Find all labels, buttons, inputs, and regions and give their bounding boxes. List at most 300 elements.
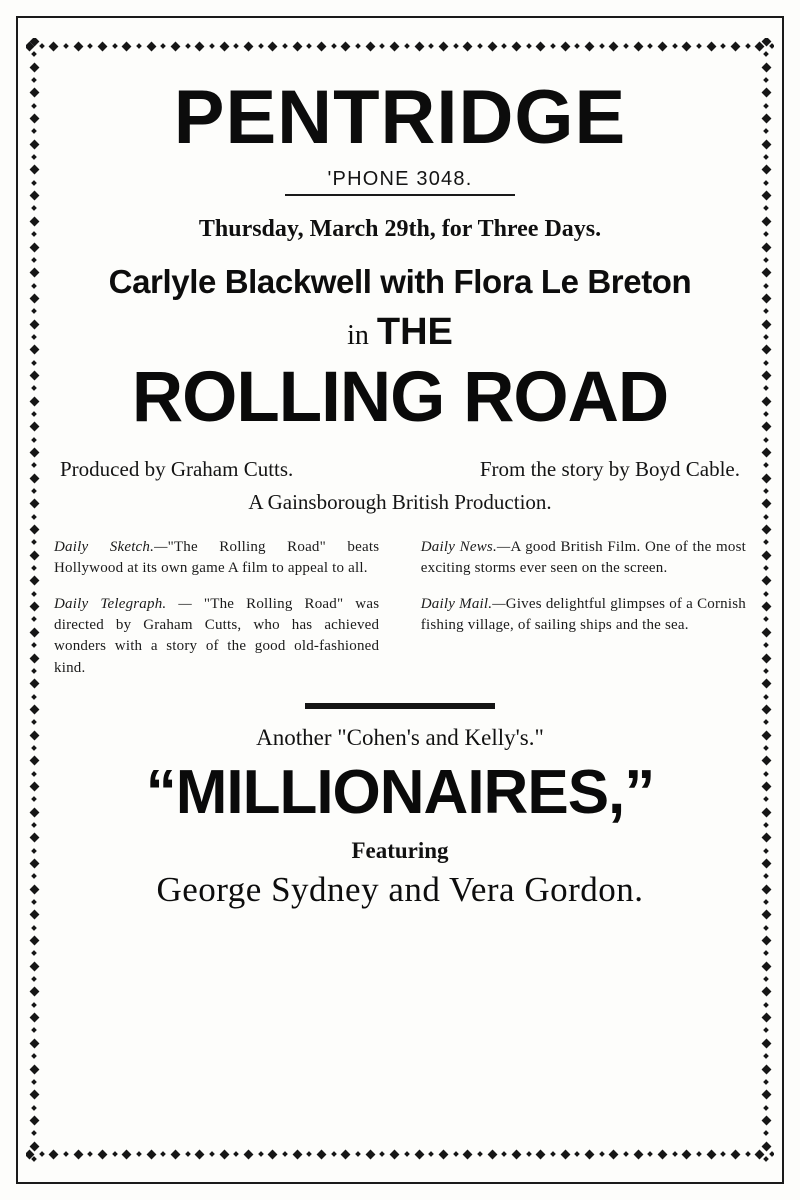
border-diamond-icon bbox=[29, 884, 39, 894]
border-diamond-icon bbox=[31, 668, 37, 674]
border-diamond-icon bbox=[29, 242, 39, 252]
border-diamond-icon bbox=[136, 1151, 142, 1157]
border-diamond-icon bbox=[453, 43, 459, 49]
border-diamond-icon bbox=[763, 514, 769, 520]
border-diamond-icon bbox=[761, 653, 771, 663]
border-diamond-icon bbox=[404, 1151, 410, 1157]
border-diamond-icon bbox=[763, 822, 769, 828]
another-feature-line: Another "Cohen's and Kelly's." bbox=[256, 724, 544, 750]
border-diamond-icon bbox=[463, 41, 473, 51]
border-diamond-icon bbox=[29, 1013, 39, 1023]
story-credit: From the story by Boyd Cable. bbox=[479, 457, 740, 482]
phone-block bbox=[285, 168, 515, 196]
border-diamond-icon bbox=[185, 43, 191, 49]
border-diamond-icon bbox=[365, 1149, 375, 1159]
border-diamond-icon bbox=[761, 627, 771, 637]
border-diamond-icon bbox=[763, 257, 769, 263]
border-diamond-icon bbox=[584, 1149, 594, 1159]
border-diamond-icon bbox=[31, 771, 37, 777]
border-diamond-icon bbox=[63, 43, 69, 49]
border-diamond-icon bbox=[29, 191, 39, 201]
border-diamond-icon bbox=[49, 41, 59, 51]
border-diamond-icon bbox=[98, 1149, 108, 1159]
border-diamond-icon bbox=[763, 308, 769, 314]
border-diamond-icon bbox=[763, 385, 769, 391]
border-diamond-icon bbox=[761, 88, 771, 98]
border-diamond-icon bbox=[31, 257, 37, 263]
border-diamond-icon bbox=[29, 448, 39, 458]
border-diamond-icon bbox=[599, 43, 605, 49]
border-diamond-icon bbox=[355, 43, 361, 49]
decorative-border-top bbox=[26, 38, 774, 54]
border-diamond-icon bbox=[307, 43, 313, 49]
border-diamond-icon bbox=[761, 165, 771, 175]
border-diamond-icon bbox=[29, 88, 39, 98]
in-word: in bbox=[347, 320, 369, 352]
border-diamond-icon bbox=[633, 41, 643, 51]
border-diamond-icon bbox=[763, 283, 769, 289]
featuring-label: Featuring bbox=[351, 837, 449, 863]
border-diamond-icon bbox=[29, 961, 39, 971]
border-diamond-icon bbox=[763, 642, 769, 648]
border-diamond-icon bbox=[31, 1053, 37, 1059]
border-diamond-icon bbox=[146, 41, 156, 51]
border-diamond-icon bbox=[745, 43, 751, 49]
border-diamond-icon bbox=[31, 642, 37, 648]
border-diamond-icon bbox=[341, 1149, 351, 1159]
press-reviews bbox=[54, 537, 746, 693]
phone-underline bbox=[285, 194, 515, 196]
border-diamond-icon bbox=[745, 1151, 751, 1157]
border-diamond-icon bbox=[706, 1149, 716, 1159]
border-diamond-icon bbox=[609, 41, 619, 51]
review-item bbox=[54, 537, 379, 580]
border-diamond-icon bbox=[365, 41, 375, 51]
border-diamond-icon bbox=[317, 1149, 327, 1159]
border-diamond-icon bbox=[501, 43, 507, 49]
production-company: A Gainsborough British Production. bbox=[248, 490, 552, 515]
border-diamond-icon bbox=[331, 43, 337, 49]
border-diamond-icon bbox=[31, 437, 37, 443]
border-diamond-icon bbox=[623, 1151, 629, 1157]
border-diamond-icon bbox=[428, 1151, 434, 1157]
border-diamond-icon bbox=[584, 41, 594, 51]
border-diamond-icon bbox=[761, 910, 771, 920]
border-diamond-icon bbox=[29, 422, 39, 432]
border-diamond-icon bbox=[29, 653, 39, 663]
border-diamond-icon bbox=[574, 1151, 580, 1157]
border-diamond-icon bbox=[31, 848, 37, 854]
border-diamond-icon bbox=[146, 1149, 156, 1159]
border-diamond-icon bbox=[761, 704, 771, 714]
border-diamond-icon bbox=[761, 396, 771, 406]
decorative-border-left bbox=[26, 38, 42, 1162]
border-diamond-icon bbox=[763, 77, 769, 83]
border-diamond-icon bbox=[404, 43, 410, 49]
border-diamond-icon bbox=[763, 231, 769, 237]
border-diamond-icon bbox=[657, 1149, 667, 1159]
border-diamond-icon bbox=[761, 679, 771, 689]
border-diamond-icon bbox=[29, 114, 39, 124]
border-diamond-icon bbox=[244, 41, 254, 51]
border-diamond-icon bbox=[73, 1149, 83, 1159]
border-diamond-icon bbox=[731, 1149, 741, 1159]
border-diamond-icon bbox=[29, 576, 39, 586]
border-diamond-icon bbox=[453, 1151, 459, 1157]
border-diamond-icon bbox=[219, 1149, 229, 1159]
border-diamond-icon bbox=[31, 77, 37, 83]
border-diamond-icon bbox=[317, 41, 327, 51]
border-diamond-icon bbox=[390, 1149, 400, 1159]
border-diamond-icon bbox=[763, 334, 769, 340]
border-diamond-icon bbox=[31, 360, 37, 366]
border-diamond-icon bbox=[171, 1149, 181, 1159]
border-diamond-icon bbox=[763, 1156, 769, 1162]
border-diamond-icon bbox=[763, 1079, 769, 1085]
border-diamond-icon bbox=[761, 961, 771, 971]
border-diamond-icon bbox=[763, 771, 769, 777]
border-diamond-icon bbox=[763, 796, 769, 802]
border-diamond-icon bbox=[31, 874, 37, 880]
border-diamond-icon bbox=[29, 1115, 39, 1125]
border-diamond-icon bbox=[761, 550, 771, 560]
border-diamond-icon bbox=[763, 925, 769, 931]
border-diamond-icon bbox=[763, 180, 769, 186]
border-diamond-icon bbox=[763, 463, 769, 469]
border-diamond-icon bbox=[29, 499, 39, 509]
border-diamond-icon bbox=[268, 41, 278, 51]
border-diamond-icon bbox=[29, 370, 39, 380]
border-diamond-icon bbox=[29, 1064, 39, 1074]
border-diamond-icon bbox=[49, 1149, 59, 1159]
border-diamond-icon bbox=[112, 43, 118, 49]
border-diamond-icon bbox=[195, 1149, 205, 1159]
border-diamond-icon bbox=[761, 1141, 771, 1151]
border-diamond-icon bbox=[31, 694, 37, 700]
border-diamond-icon bbox=[234, 1151, 240, 1157]
border-diamond-icon bbox=[763, 206, 769, 212]
border-diamond-icon bbox=[763, 52, 769, 58]
border-diamond-icon bbox=[161, 43, 167, 49]
border-diamond-icon bbox=[696, 1151, 702, 1157]
border-diamond-icon bbox=[763, 719, 769, 725]
border-diamond-icon bbox=[29, 781, 39, 791]
border-diamond-icon bbox=[185, 1151, 191, 1157]
border-diamond-icon bbox=[31, 951, 37, 957]
border-diamond-icon bbox=[31, 796, 37, 802]
border-diamond-icon bbox=[672, 43, 678, 49]
border-diamond-icon bbox=[122, 41, 132, 51]
border-diamond-icon bbox=[219, 41, 229, 51]
border-diamond-icon bbox=[29, 807, 39, 817]
border-diamond-icon bbox=[763, 103, 769, 109]
border-diamond-icon bbox=[414, 41, 424, 51]
border-diamond-icon bbox=[536, 1149, 546, 1159]
section-divider bbox=[305, 703, 495, 709]
border-diamond-icon bbox=[31, 745, 37, 751]
border-diamond-icon bbox=[761, 268, 771, 278]
border-diamond-icon bbox=[623, 43, 629, 49]
border-diamond-icon bbox=[763, 154, 769, 160]
border-diamond-icon bbox=[414, 1149, 424, 1159]
credits-row bbox=[54, 457, 746, 482]
border-diamond-icon bbox=[31, 822, 37, 828]
border-diamond-icon bbox=[29, 1038, 39, 1048]
border-diamond-icon bbox=[761, 293, 771, 303]
border-diamond-icon bbox=[29, 1090, 39, 1100]
border-diamond-icon bbox=[31, 1130, 37, 1136]
border-diamond-icon bbox=[763, 668, 769, 674]
border-diamond-icon bbox=[282, 43, 288, 49]
border-diamond-icon bbox=[31, 334, 37, 340]
border-diamond-icon bbox=[234, 43, 240, 49]
review-text: "The Rolling Road" was directed by Graham Cutts, who has achieved wonders with a story of the good old-fashioned kind. bbox=[54, 595, 380, 676]
border-diamond-icon bbox=[761, 114, 771, 124]
border-diamond-icon bbox=[761, 807, 771, 817]
border-diamond-icon bbox=[31, 565, 37, 571]
border-diamond-icon bbox=[682, 41, 692, 51]
border-diamond-icon bbox=[763, 1028, 769, 1034]
border-diamond-icon bbox=[560, 1149, 570, 1159]
border-diamond-icon bbox=[720, 43, 726, 49]
border-diamond-icon bbox=[763, 360, 769, 366]
border-diamond-icon bbox=[112, 1151, 118, 1157]
border-diamond-icon bbox=[761, 1115, 771, 1125]
border-diamond-icon bbox=[88, 43, 94, 49]
border-diamond-icon bbox=[31, 411, 37, 417]
border-diamond-icon bbox=[761, 576, 771, 586]
border-diamond-icon bbox=[73, 41, 83, 51]
showing-dates: Thursday, March 29th, for Three Days. bbox=[198, 216, 602, 243]
border-diamond-icon bbox=[763, 437, 769, 443]
border-diamond-icon bbox=[31, 899, 37, 905]
border-diamond-icon bbox=[761, 756, 771, 766]
border-diamond-icon bbox=[29, 139, 39, 149]
border-diamond-icon bbox=[763, 874, 769, 880]
border-diamond-icon bbox=[195, 41, 205, 51]
border-diamond-icon bbox=[477, 43, 483, 49]
border-diamond-icon bbox=[29, 345, 39, 355]
review-item bbox=[421, 594, 746, 637]
review-item bbox=[54, 594, 379, 679]
border-diamond-icon bbox=[31, 103, 37, 109]
decorative-border-right bbox=[758, 38, 774, 1162]
border-diamond-icon bbox=[696, 43, 702, 49]
border-diamond-icon bbox=[31, 129, 37, 135]
starring-line: Carlyle Blackwell with Flora Le Breton bbox=[108, 263, 692, 301]
border-diamond-icon bbox=[574, 43, 580, 49]
border-diamond-icon bbox=[98, 41, 108, 51]
border-diamond-icon bbox=[657, 41, 667, 51]
border-diamond-icon bbox=[29, 756, 39, 766]
border-diamond-icon bbox=[763, 565, 769, 571]
border-diamond-icon bbox=[31, 385, 37, 391]
border-diamond-icon bbox=[29, 704, 39, 714]
border-diamond-icon bbox=[763, 848, 769, 854]
border-diamond-icon bbox=[761, 216, 771, 226]
border-diamond-icon bbox=[761, 139, 771, 149]
border-diamond-icon bbox=[720, 1151, 726, 1157]
border-diamond-icon bbox=[463, 1149, 473, 1159]
border-diamond-icon bbox=[761, 319, 771, 329]
cinema-name: PENTRIDGE bbox=[173, 75, 627, 160]
border-diamond-icon bbox=[763, 129, 769, 135]
border-diamond-icon bbox=[29, 473, 39, 483]
border-diamond-icon bbox=[31, 283, 37, 289]
border-diamond-icon bbox=[763, 540, 769, 546]
border-diamond-icon bbox=[763, 951, 769, 957]
border-diamond-icon bbox=[29, 216, 39, 226]
review-source: Daily Mail.— bbox=[420, 595, 506, 612]
review-text: Gives delightful glimpses of a Cornish fishing village, of sailing ships and the sea. bbox=[420, 595, 746, 634]
ad-content bbox=[54, 62, 746, 1138]
border-diamond-icon bbox=[29, 62, 39, 72]
border-diamond-icon bbox=[763, 694, 769, 700]
border-diamond-icon bbox=[29, 165, 39, 175]
border-diamond-icon bbox=[761, 859, 771, 869]
border-diamond-icon bbox=[31, 180, 37, 186]
border-diamond-icon bbox=[763, 1130, 769, 1136]
border-diamond-icon bbox=[761, 936, 771, 946]
border-diamond-icon bbox=[438, 1149, 448, 1159]
border-diamond-icon bbox=[526, 43, 532, 49]
border-diamond-icon bbox=[761, 38, 771, 46]
border-diamond-icon bbox=[31, 488, 37, 494]
border-diamond-icon bbox=[341, 41, 351, 51]
border-diamond-icon bbox=[29, 319, 39, 329]
border-diamond-icon bbox=[258, 43, 264, 49]
border-diamond-icon bbox=[390, 41, 400, 51]
border-diamond-icon bbox=[536, 41, 546, 51]
border-diamond-icon bbox=[761, 1038, 771, 1048]
in-the-line bbox=[54, 311, 746, 354]
border-diamond-icon bbox=[763, 899, 769, 905]
border-diamond-icon bbox=[487, 41, 497, 51]
border-diamond-icon bbox=[209, 43, 215, 49]
border-diamond-icon bbox=[647, 43, 653, 49]
cast-line: George Sydney and Vera Gordon. bbox=[156, 869, 644, 909]
border-diamond-icon bbox=[633, 1149, 643, 1159]
border-diamond-icon bbox=[560, 41, 570, 51]
border-diamond-icon bbox=[761, 884, 771, 894]
border-diamond-icon bbox=[282, 1151, 288, 1157]
border-diamond-icon bbox=[380, 1151, 386, 1157]
border-diamond-icon bbox=[331, 1151, 337, 1157]
border-diamond-icon bbox=[609, 1149, 619, 1159]
border-diamond-icon bbox=[29, 910, 39, 920]
border-diamond-icon bbox=[31, 206, 37, 212]
border-diamond-icon bbox=[31, 1028, 37, 1034]
the-word: THE bbox=[376, 311, 453, 354]
border-diamond-icon bbox=[731, 41, 741, 51]
border-diamond-icon bbox=[31, 1156, 37, 1162]
review-source: Daily Sketch.— bbox=[54, 539, 168, 556]
border-diamond-icon bbox=[511, 41, 521, 51]
border-diamond-icon bbox=[761, 730, 771, 740]
border-diamond-icon bbox=[477, 1151, 483, 1157]
review-text: "The Rolling Road" beats Hollywood at its own game A film to appeal to all. bbox=[54, 539, 380, 577]
border-diamond-icon bbox=[761, 987, 771, 997]
phone-number: 'PHONE 3048. bbox=[327, 168, 473, 191]
border-diamond-icon bbox=[136, 43, 142, 49]
border-diamond-icon bbox=[761, 191, 771, 201]
review-column-left bbox=[54, 537, 379, 693]
film-title: ROLLING ROAD bbox=[131, 358, 669, 438]
border-diamond-icon bbox=[29, 550, 39, 560]
border-diamond-icon bbox=[63, 1151, 69, 1157]
border-diamond-icon bbox=[29, 627, 39, 637]
border-diamond-icon bbox=[682, 1149, 692, 1159]
border-diamond-icon bbox=[122, 1149, 132, 1159]
border-diamond-icon bbox=[761, 1013, 771, 1023]
border-diamond-icon bbox=[761, 62, 771, 72]
border-diamond-icon bbox=[599, 1151, 605, 1157]
border-diamond-icon bbox=[161, 1151, 167, 1157]
border-diamond-icon bbox=[380, 43, 386, 49]
border-diamond-icon bbox=[31, 154, 37, 160]
border-diamond-icon bbox=[706, 41, 716, 51]
border-diamond-icon bbox=[307, 1151, 313, 1157]
border-diamond-icon bbox=[29, 859, 39, 869]
border-diamond-icon bbox=[355, 1151, 361, 1157]
producer-credit: Produced by Graham Cutts. bbox=[60, 457, 294, 482]
border-diamond-icon bbox=[244, 1149, 254, 1159]
border-diamond-icon bbox=[29, 1141, 39, 1151]
border-diamond-icon bbox=[761, 473, 771, 483]
border-diamond-icon bbox=[29, 602, 39, 612]
border-diamond-icon bbox=[761, 1090, 771, 1100]
border-diamond-icon bbox=[763, 976, 769, 982]
decorative-border-bottom bbox=[26, 1146, 774, 1162]
border-diamond-icon bbox=[258, 1151, 264, 1157]
border-diamond-icon bbox=[31, 52, 37, 58]
border-diamond-icon bbox=[268, 1149, 278, 1159]
border-diamond-icon bbox=[31, 976, 37, 982]
border-diamond-icon bbox=[761, 345, 771, 355]
border-diamond-icon bbox=[428, 43, 434, 49]
border-diamond-icon bbox=[761, 602, 771, 612]
border-diamond-icon bbox=[763, 1053, 769, 1059]
border-diamond-icon bbox=[31, 719, 37, 725]
border-diamond-icon bbox=[672, 1151, 678, 1157]
border-diamond-icon bbox=[761, 422, 771, 432]
border-diamond-icon bbox=[31, 925, 37, 931]
border-diamond-icon bbox=[29, 987, 39, 997]
border-diamond-icon bbox=[31, 540, 37, 546]
review-source: Daily Telegraph. — bbox=[54, 595, 204, 612]
border-diamond-icon bbox=[763, 411, 769, 417]
review-column-right bbox=[421, 537, 746, 693]
border-diamond-icon bbox=[29, 525, 39, 535]
border-diamond-icon bbox=[501, 1151, 507, 1157]
border-diamond-icon bbox=[31, 1105, 37, 1111]
border-diamond-icon bbox=[761, 781, 771, 791]
review-source: Daily News.— bbox=[420, 539, 511, 556]
border-diamond-icon bbox=[292, 41, 302, 51]
border-diamond-icon bbox=[31, 231, 37, 237]
section-divider-wrap bbox=[54, 703, 746, 709]
review-item bbox=[421, 537, 746, 580]
border-diamond-icon bbox=[550, 43, 556, 49]
border-diamond-icon bbox=[761, 525, 771, 535]
border-diamond-icon bbox=[550, 1151, 556, 1157]
border-diamond-icon bbox=[29, 936, 39, 946]
border-diamond-icon bbox=[31, 514, 37, 520]
border-diamond-icon bbox=[763, 591, 769, 597]
border-diamond-icon bbox=[761, 242, 771, 252]
border-diamond-icon bbox=[29, 679, 39, 689]
border-diamond-icon bbox=[647, 1151, 653, 1157]
